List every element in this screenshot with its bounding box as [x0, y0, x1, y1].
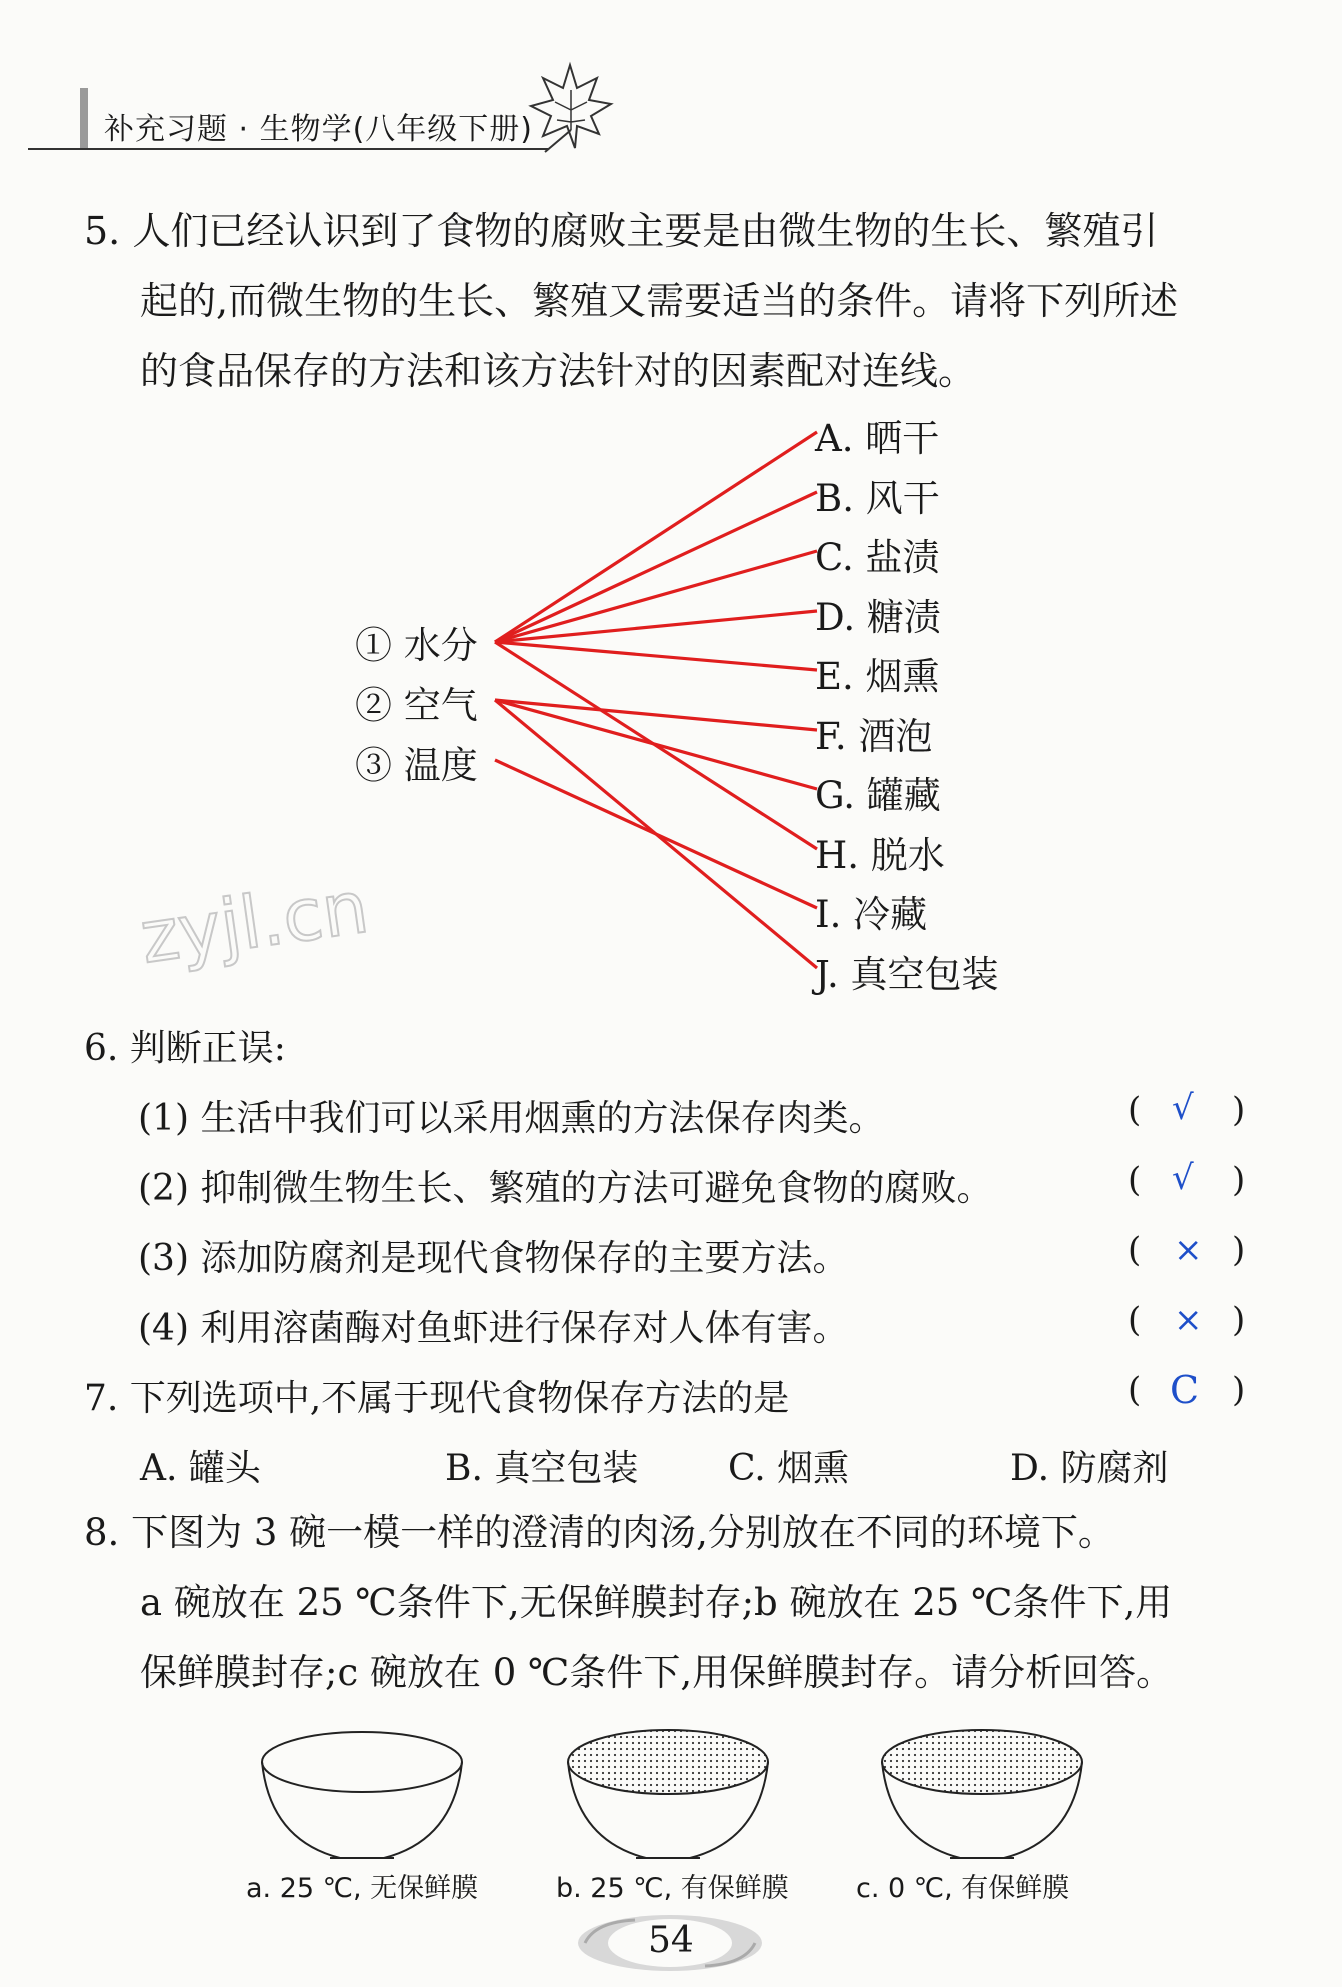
factor-water: ① 水分 — [355, 624, 478, 667]
q5-line-3: 的食品保存的方法和该方法针对的因素配对连线。 — [140, 349, 977, 393]
q8-line-2: a 碗放在 25 ℃条件下,无保鲜膜封存;b 碗放在 25 ℃条件下,用 — [140, 1581, 1173, 1624]
match-line-air-f — [495, 700, 817, 730]
match-line-air-g — [495, 700, 817, 789]
q6-bracket-close-1: ) — [1232, 1090, 1246, 1130]
bowl-a-icon — [262, 1732, 462, 1858]
method-e: E. 烟熏 — [815, 655, 940, 698]
method-f: F. 酒泡 — [815, 715, 933, 758]
q6-bracket-open-3: ( — [1128, 1230, 1142, 1270]
q6-bracket-close-2: ) — [1232, 1160, 1246, 1200]
method-d: D. 糖渍 — [815, 596, 941, 639]
q6-bracket-close-3: ) — [1232, 1230, 1246, 1270]
q6-bracket-open-4: ( — [1128, 1300, 1142, 1340]
q7-option-c: C. 烟熏 — [728, 1448, 850, 1489]
q7-answer: C — [1170, 1368, 1200, 1412]
method-h: H. 脱水 — [815, 834, 945, 877]
bowl-a-caption: a. 25 ℃, 无保鲜膜 — [246, 1873, 479, 1904]
bowl-b-icon — [568, 1730, 768, 1858]
q7-bracket-close: ) — [1232, 1370, 1246, 1410]
match-line-temp-i — [495, 760, 817, 908]
q7-bracket-open: ( — [1128, 1370, 1142, 1410]
factor-air: ② 空气 — [355, 684, 478, 727]
q6-answer-4: × — [1174, 1300, 1203, 1340]
factor-temperature: ③ 温度 — [355, 744, 478, 787]
method-c: C. 盐渍 — [815, 536, 940, 579]
q6-item-4: (4) 利用溶菌酶对鱼虾进行保存对人体有害。 — [138, 1308, 849, 1349]
header-rule — [28, 148, 548, 150]
q6-title: 6. 判断正误: — [84, 1028, 286, 1069]
method-a: A. 晒干 — [815, 417, 940, 460]
bowl-c-icon — [882, 1730, 1082, 1858]
match-line-water-b — [495, 492, 817, 642]
match-line-water-c — [495, 551, 817, 642]
method-j: J. 真空包装 — [815, 953, 999, 996]
q8-line-3: 保鲜膜封存;c 碗放在 0 ℃条件下,用保鲜膜封存。请分析回答。 — [140, 1651, 1174, 1694]
match-line-water-h — [495, 642, 817, 849]
q7-option-d: D. 防腐剂 — [1010, 1448, 1169, 1489]
q6-bracket-open-1: ( — [1128, 1090, 1142, 1130]
q7-stem: 7. 下列选项中,不属于现代食物保存方法的是 — [84, 1378, 790, 1419]
maple-leaf-icon — [525, 60, 615, 155]
q6-answer-1: √ — [1172, 1088, 1194, 1128]
q6-bracket-open-2: ( — [1128, 1160, 1142, 1200]
q5-line-2: 起的,而微生物的生长、繁殖又需要适当的条件。请将下列所述 — [140, 279, 1179, 323]
q7-option-b: B. 真空包装 — [445, 1448, 639, 1489]
q5-line-1: 5. 人们已经认识到了食物的腐败主要是由微生物的生长、繁殖引 — [84, 209, 1159, 253]
q6-item-3: (3) 添加防腐剂是现代食物保存的主要方法。 — [138, 1238, 849, 1279]
q6-answer-2: √ — [1172, 1158, 1194, 1198]
bowl-c-caption: c. 0 ℃, 有保鲜膜 — [856, 1873, 1070, 1904]
method-b: B. 风干 — [815, 477, 940, 520]
watermark: zyjl.cn — [135, 864, 374, 980]
method-g: G. 罐藏 — [815, 774, 941, 817]
method-i: I. 冷藏 — [815, 893, 928, 936]
match-line-air-j — [495, 700, 817, 968]
match-line-water-e — [495, 642, 817, 670]
header-bar — [80, 88, 88, 150]
q6-bracket-close-4: ) — [1232, 1300, 1246, 1340]
q8-line-1: 8. 下图为 3 碗一模一样的澄清的肉汤,分别放在不同的环境下。 — [84, 1511, 1115, 1554]
q6-item-1: (1) 生活中我们可以采用烟熏的方法保存肉类。 — [138, 1098, 885, 1139]
bowl-b-caption: b. 25 ℃, 有保鲜膜 — [556, 1873, 789, 1904]
header-title: 补充习题 · 生物学(八年级下册) — [104, 112, 534, 147]
match-line-water-a — [495, 432, 817, 642]
q7-option-a: A. 罐头 — [140, 1448, 261, 1489]
q6-answer-3: × — [1174, 1230, 1203, 1270]
q6-item-2: (2) 抑制微生物生长、繁殖的方法可避免食物的腐败。 — [138, 1168, 993, 1209]
page-number: 54 — [648, 1920, 694, 1961]
match-line-water-d — [495, 611, 817, 642]
